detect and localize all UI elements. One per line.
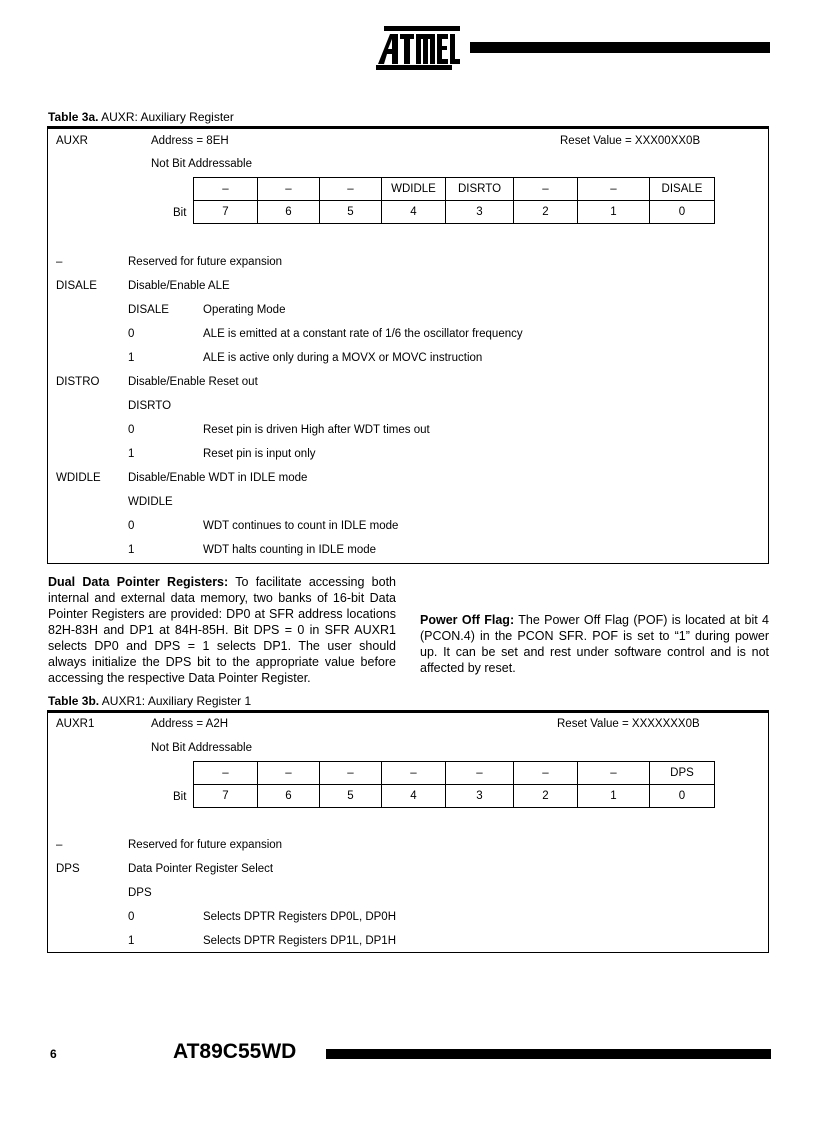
bit-name-cell: – <box>382 762 446 785</box>
bit-label: Bit <box>173 207 187 219</box>
bit-name-cell: – <box>258 762 320 785</box>
wdidle-1-text: WDT halts counting in IDLE mode <box>203 544 377 556</box>
wdidle-name: WDIDLE <box>56 472 101 484</box>
bit-number-cell: 1 <box>578 785 650 808</box>
disale-0-value: 0 <box>128 328 135 340</box>
bit-addressable-note: Not Bit Addressable <box>151 158 253 170</box>
bit-number-row <box>194 785 715 808</box>
bit-number-cell: 3 <box>446 201 514 224</box>
table-3b-caption: Table 3b. AUXR1: Auxiliary Register 1 <box>48 694 252 708</box>
bit-number-cell: 2 <box>514 785 578 808</box>
dps-name: DPS <box>56 863 80 875</box>
bit-name-row <box>194 178 715 201</box>
disrto-0-text: Reset pin is driven High after WDT times out <box>203 424 430 436</box>
reserved-description: Reserved for future expansion <box>128 256 283 268</box>
wdidle-column-head: WDIDLE <box>128 496 173 508</box>
wdidle-description: Disable/Enable WDT in IDLE mode <box>128 472 308 484</box>
body-column-left: Dual Data Pointer Registers: To facilitate accessing both internal and external data memory, two banks of 16-bit Data Pointer Registers are provided: DP0 at SFR address locations 82H-83H and DP1 at 84H-85H. Bit DPS = 0 in SFR AUXR1 selects DP0 and DPS = 1 selects DP1. The user should always initialize the DPS bit to the appropriate value before accessing the respective Data Pointer Register. <box>48 575 397 685</box>
bit-number-cell: 4 <box>382 785 446 808</box>
bit-name-cell: – <box>446 762 514 785</box>
bit-number-cell: 7 <box>194 785 258 808</box>
disrto-0-value: 0 <box>128 424 135 436</box>
bit-number-cell: 5 <box>320 201 382 224</box>
operating-mode-head: Operating Mode <box>203 304 286 316</box>
bit-number-cell: 0 <box>650 785 715 808</box>
part-number: AT89C55WD <box>173 1040 297 1063</box>
disrto-column-head: DISRTO <box>128 400 172 412</box>
dps-description: Data Pointer Register Select <box>128 863 274 875</box>
bit-name-cell: – <box>578 178 650 201</box>
power-off-flag-paragraph: Power Off Flag: The Power Off Flag (POF) is located at bit 4 (PCON.4) in the PCON SFR. POF is set to “1” during power up. It can be set and rest under software control and is not affected by reset. <box>420 613 769 675</box>
bit-name-cell: DPS <box>650 762 715 785</box>
disrto-1-value: 1 <box>128 448 135 460</box>
bit-name-cell: – <box>578 762 650 785</box>
bit-name-cell: – <box>194 178 258 201</box>
distro-name: DISTRO <box>56 376 100 388</box>
page-number: 6 <box>50 1047 57 1061</box>
register-name: AUXR1 <box>56 718 95 730</box>
reset-value: Reset Value = XXXXXXX0B <box>557 718 700 730</box>
bit-number-cell: 5 <box>320 785 382 808</box>
disrto-1-text: Reset pin is input only <box>203 448 316 460</box>
bit-name-cell: DISALE <box>650 178 715 201</box>
body-column-right-continuation <box>420 574 769 606</box>
reserved-symbol: – <box>56 839 63 851</box>
dps-0-text: Selects DPTR Registers DP0L, DP0H <box>203 911 397 923</box>
footer-bar <box>326 1049 771 1059</box>
bit-grid <box>193 177 715 224</box>
wdidle-0-value: 0 <box>128 520 135 532</box>
bit-number-cell: 4 <box>382 201 446 224</box>
disale-1-text: ALE is active only during a MOVX or MOVC instruction <box>203 352 483 364</box>
bit-number-cell: 6 <box>258 785 320 808</box>
bit-name-cell: – <box>194 762 258 785</box>
reserved-symbol: – <box>56 256 63 268</box>
register-address: Address = 8EH <box>151 135 229 147</box>
atmel-logo <box>376 26 460 70</box>
dps-1-text: Selects DPTR Registers DP1L, DP1H <box>203 935 397 947</box>
bit-name-cell: – <box>320 762 382 785</box>
bit-label: Bit <box>173 791 187 803</box>
register-name: AUXR <box>56 135 88 147</box>
disale-0-text: ALE is emitted at a constant rate of 1/6 the oscillator frequency <box>203 328 523 340</box>
bit-name-cell: – <box>514 762 578 785</box>
table-3a-caption: Table 3a. AUXR: Auxiliary Register <box>48 110 234 124</box>
disale-name: DISALE <box>56 280 97 292</box>
dps-column-head: DPS <box>128 887 152 899</box>
bit-number-cell: 3 <box>446 785 514 808</box>
bit-number-cell: 1 <box>578 201 650 224</box>
bit-name-cell: – <box>320 178 382 201</box>
bit-name-cell: – <box>258 178 320 201</box>
bit-number-row <box>194 201 715 224</box>
header-bar <box>470 42 770 53</box>
disale-1-value: 1 <box>128 352 135 364</box>
bit-name-row <box>194 762 715 785</box>
distro-description: Disable/Enable Reset out <box>128 376 258 388</box>
bit-name-cell: WDIDLE <box>382 178 446 201</box>
register-address: Address = A2H <box>151 718 229 730</box>
bit-number-cell: 2 <box>514 201 578 224</box>
dps-0-value: 0 <box>128 911 135 923</box>
bit-name-cell: DISRTO <box>446 178 514 201</box>
bit-number-cell: 6 <box>258 201 320 224</box>
wdidle-0-text: WDT continues to count in IDLE mode <box>203 520 399 532</box>
bit-number-cell: 7 <box>194 201 258 224</box>
disale-description: Disable/Enable ALE <box>128 280 230 292</box>
bit-number-cell: 0 <box>650 201 715 224</box>
bit-grid <box>193 761 715 808</box>
dps-1-value: 1 <box>128 935 135 947</box>
reserved-description: Reserved for future expansion <box>128 839 283 851</box>
wdidle-1-value: 1 <box>128 544 135 556</box>
bit-addressable-note: Not Bit Addressable <box>151 742 253 754</box>
bit-name-cell: – <box>514 178 578 201</box>
reset-value: Reset Value = XXX00XX0B <box>560 135 701 147</box>
disale-column-head: DISALE <box>128 304 169 316</box>
